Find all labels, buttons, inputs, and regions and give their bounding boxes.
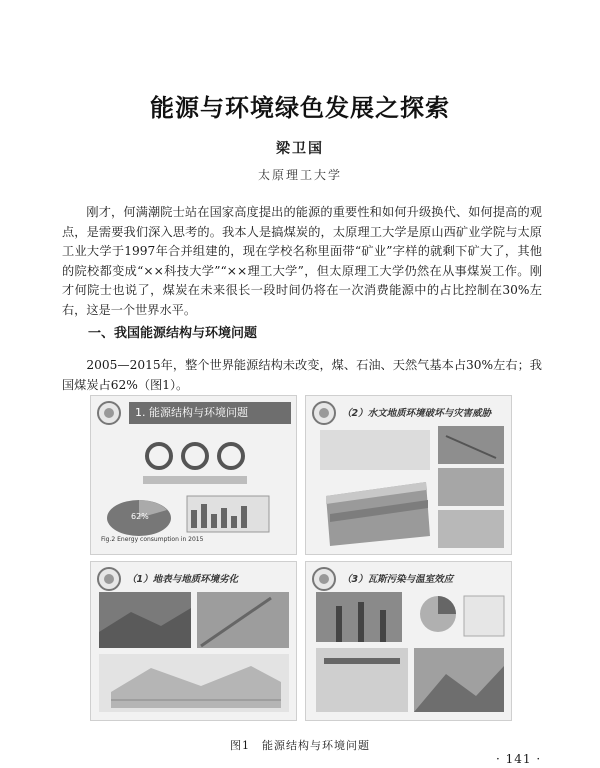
panel-title: （1）地表与地质环境劣化 [127, 574, 239, 585]
panel-title: 1. 能源结构与环境问题 [129, 402, 291, 424]
surface-photos-illustration [91, 562, 296, 720]
body-paragraph-1: 刚才，何满潮院士站在国家高度提出的能源的重要性和如何升级换代、如何提高的观点，是需要我们深入思考的。我本人是搞煤炭的，太原理工大学是原山西矿业学院与太原工业大学于1997年合并组建的，现在学校名称里面带“矿业”字样的就剩下矿大了，其他的院校都变成“××科技大学”“××理工大学”，但太原理工大学仍然在从事煤炭工作。刚才何院士也说了，煤炭在未来很长一段时间仍将在一次消费能源中的占比控制在30%左右，这是一个世界水平。 [62, 205, 542, 317]
figure-1 [90, 395, 510, 720]
figure-panel-hydrogeology [305, 395, 512, 555]
page-number: · 141 · [496, 752, 542, 766]
author-name: 梁卫国 [276, 141, 324, 157]
figure-panel-energy-structure [90, 395, 297, 555]
figure-panel-gas-pollution [305, 561, 512, 721]
figure-panel-surface-degradation [90, 561, 297, 721]
panel-caption: Fig.2 Energy consumption in 2015 [101, 536, 204, 543]
panel-title: （2）水文地质环境破坏与灾害威胁 [342, 408, 492, 419]
geology-illustration [306, 396, 511, 554]
author-affiliation: 太原理工大学 [257, 168, 342, 182]
pie-label: 62% [131, 512, 149, 521]
pollution-illustration [306, 562, 511, 720]
paper-title: 能源与环境绿色发展之探索 [150, 94, 450, 122]
panel-title: （3）瓦斯污染与温室效应 [342, 574, 454, 585]
section-heading: 一、我国能源结构与环境问题 [88, 326, 258, 341]
figure-caption: 图1 能源结构与环境问题 [230, 739, 370, 752]
energy-charts-illustration [91, 396, 296, 554]
body-paragraph-2: 2005—2015年，整个世界能源结构未改变，煤、石油、天然气基本占30%左右；我国煤炭占62%（图1）。 [62, 358, 542, 392]
